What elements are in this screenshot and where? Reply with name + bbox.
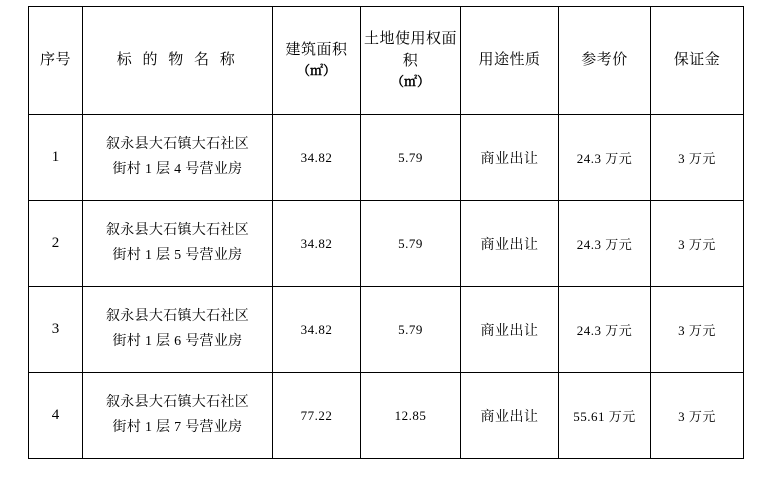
cell-asset-name-line1: 叙永县大石镇大石社区 <box>106 223 249 238</box>
table-header <box>29 7 744 115</box>
cell-asset-name-line1: 叙永县大石镇大石社区 <box>106 395 249 410</box>
cell-asset-name-line2: 街村 1 层 7 号营业房 <box>112 419 243 435</box>
column-header-reference-price <box>559 7 651 115</box>
cell-asset-name <box>83 201 273 287</box>
column-header-reference-price-label: 参考价 <box>581 51 628 68</box>
cell-land-use-area: 5.79 <box>361 115 461 201</box>
cell-asset-name <box>83 287 273 373</box>
table-row <box>29 201 744 287</box>
cell-index: 3 <box>29 287 83 373</box>
column-header-deposit-label: 保证金 <box>673 51 721 68</box>
cell-building-area: 34.82 <box>273 115 361 201</box>
table-row <box>29 373 744 459</box>
cell-land-use-area: 12.85 <box>361 373 461 459</box>
column-header-use-type-label: 用途性质 <box>478 51 541 68</box>
column-header-building-area-unit: （㎡） <box>296 62 336 78</box>
column-header-building-area <box>273 7 361 115</box>
cell-reference-price: 24.3 万元 <box>559 115 651 201</box>
cell-deposit: 3 万元 <box>651 201 744 287</box>
cell-reference-price: 55.61 万元 <box>559 373 651 459</box>
cell-reference-price: 24.3 万元 <box>559 201 651 287</box>
cell-asset-name-line1: 叙永县大石镇大石社区 <box>106 137 249 152</box>
column-header-land-use-area-label: 土地使用权面积 <box>363 31 457 70</box>
cell-asset-name-line2: 街村 1 层 4 号营业房 <box>112 161 243 177</box>
column-header-index-label: 序号 <box>39 51 71 68</box>
cell-building-area: 77.22 <box>273 373 361 459</box>
cell-asset-name-line2: 街村 1 层 6 号营业房 <box>112 333 243 349</box>
cell-deposit: 3 万元 <box>651 115 744 201</box>
table-header-row <box>29 7 744 115</box>
cell-use-type: 商业出让 <box>461 287 559 373</box>
cell-use-type: 商业出让 <box>461 201 559 287</box>
cell-index: 2 <box>29 201 83 287</box>
table-row <box>29 287 744 373</box>
column-header-use-type <box>461 7 559 115</box>
cell-index: 4 <box>29 373 83 459</box>
cell-building-area: 34.82 <box>273 287 361 373</box>
cell-asset-name <box>83 115 273 201</box>
cell-index: 1 <box>29 115 83 201</box>
column-header-land-use-area <box>361 7 461 115</box>
column-header-asset-name-label: 标 的 物 名 称 <box>116 51 239 68</box>
column-header-deposit <box>651 7 744 115</box>
cell-reference-price: 24.3 万元 <box>559 287 651 373</box>
column-header-asset-name <box>83 7 273 115</box>
cell-use-type: 商业出让 <box>461 373 559 459</box>
cell-deposit: 3 万元 <box>651 373 744 459</box>
cell-asset-name-line1: 叙永县大石镇大石社区 <box>106 309 249 324</box>
asset-listing-table <box>28 6 744 459</box>
cell-use-type: 商业出让 <box>461 115 559 201</box>
cell-land-use-area: 5.79 <box>361 287 461 373</box>
column-header-building-area-label: 建筑面积 <box>285 42 348 59</box>
column-header-land-use-area-unit: （㎡） <box>390 73 430 89</box>
cell-deposit: 3 万元 <box>651 287 744 373</box>
cell-asset-name <box>83 373 273 459</box>
cell-land-use-area: 5.79 <box>361 201 461 287</box>
table-body <box>29 115 744 459</box>
cell-building-area: 34.82 <box>273 201 361 287</box>
column-header-index <box>29 7 83 115</box>
cell-asset-name-line2: 街村 1 层 5 号营业房 <box>112 247 243 263</box>
table-row <box>29 115 744 201</box>
